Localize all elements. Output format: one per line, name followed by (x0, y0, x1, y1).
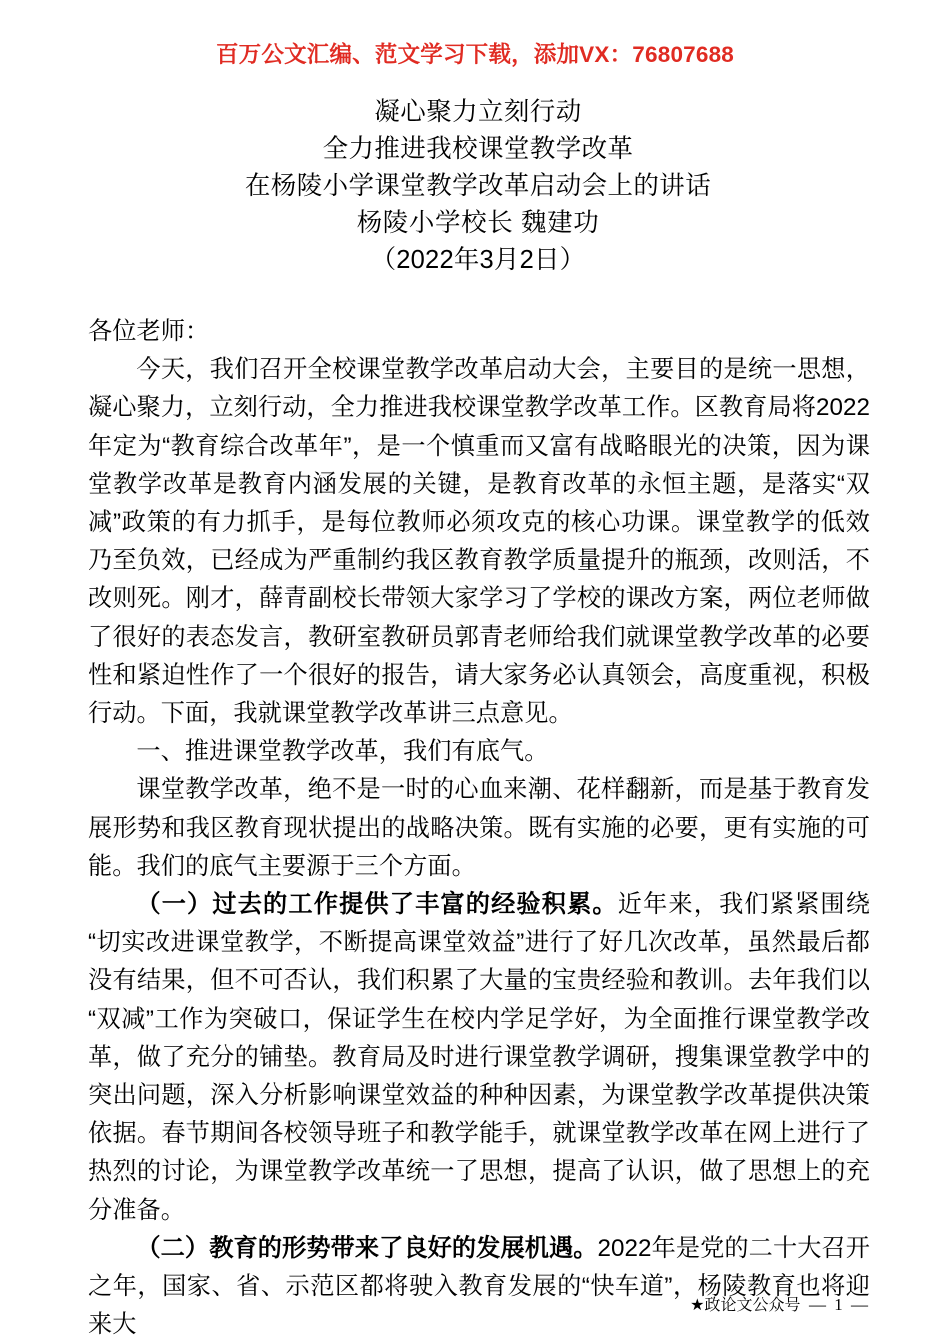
title-line-2: 全力推进我校课堂教学改革 (322, 135, 634, 163)
subheading-er: （二）教育的形势带来了良好的发展机遇。 (136, 1234, 598, 1262)
salutation: 各位老师： (88, 318, 210, 345)
title-line-3: 在杨陵小学课堂教学改革启动会上的讲话 (244, 172, 712, 200)
paragraph-1: 今天，我们召开全校课堂教学改革启动大会，主要目的是统一思想，凝心聚力，立刻行动，全力推进我校课堂教学改革工作。区教育局将2022年定为“教育综合改革年”，是一个慎重而又富有战略眼光的决策，因为课堂教学改革是教育内涵发展的关键，是教育改革的永恒主题，是落实“双减”政策的有力抓手，是每位教师必须攻克的核心功课。课堂教学的低效乃至负效，已经成为严重制约我区教育教学质量提升的瓶颈，改则活，不改则死。刚才，薛青副校长带领大家学习了学校的课改方案，两位老师做了很好的表态发言，教研室教研员郭青老师给我们就课堂教学改革的必要性和紧迫性作了一个很好的报告，请大家务必认真领会，高度重视，积极行动。下面，我就课堂教学改革讲三点意见。 (88, 356, 870, 728)
dateline: （2022年3月2日） (370, 246, 586, 274)
title-block (88, 94, 868, 279)
byline: 杨陵小学校长 魏建功 (356, 209, 600, 237)
body-block (88, 313, 870, 1344)
paragraph-4-text: 2022年是党的二十大召开之年，国家、省、示范区都将驶入教育发展的“快车道”，杨陵教育也将迎来大 (88, 1234, 870, 1339)
title-line-1: 凝心聚力立刻行动 (374, 98, 582, 126)
paragraph-section-heading-1: 一、推进课堂教学改革，我们有底气。 (136, 738, 549, 766)
paragraph-3 (88, 886, 870, 1230)
promo-banner-text: 百万公文汇编、范文学习下载，添加VX：76807688 (215, 42, 735, 67)
paragraph-3-text: 近年来，我们紧紧围绕“切实改进课堂教学，不断提高课堂效益”进行了好几次改革，虽然最后都没有结果，但不可否认，我们积累了大量的宝贵经验和教训。去年我们以“双减”工作为突破口，保证学生在校内学足学好，为全面推行课堂教学改革，做了充分的铺垫。教育局及时进行课堂教学调研，搜集课堂教学中的突出问题，深入分析影响课堂效益的种种因素，为课堂教学改革提供决策依据。春节期间各校领导班子和教学能手，就课堂教学改革在网上进行了热烈的讨论，为课堂教学改革统一了思想，提高了认识，做了思想上的充分准备。 (88, 891, 870, 1224)
paragraph-2: 课堂教学改革，绝不是一时的心血来潮、花样翻新，而是基于教育发展形势和我区教育现状提出的战略决策。既有实施的必要，更有实施的可能。我们的底气主要源于三个方面。 (88, 776, 870, 880)
subheading-yi: （一）过去的工作提供了丰富的经验积累。 (136, 891, 618, 919)
paragraph-4 (88, 1230, 870, 1344)
footer-watermark: ★政论文公众号 (690, 1297, 801, 1314)
page-footer (0, 1293, 950, 1318)
footer-page-number: — 1 — (809, 1295, 870, 1314)
